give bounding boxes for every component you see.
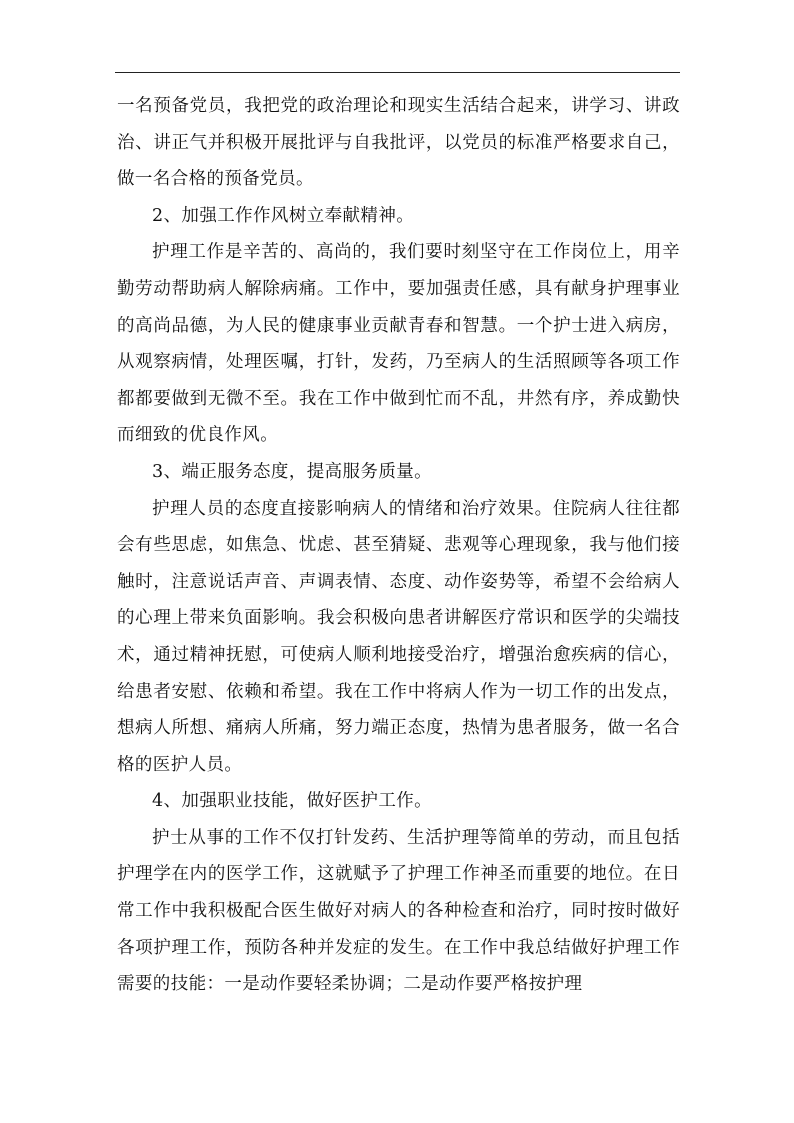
section-heading-3: 3、端正服务态度，提高服务质量。 — [152, 461, 433, 482]
section-heading-2: 2、加强工作作风树立奉献精神。 — [152, 205, 415, 226]
paragraph-continuation: 一名预备党员，我把党的政治理论和现实生活结合起来，讲学习、讲政治、讲正气并积极开展批评与自我批评，以党员的标准严格要求自己，做一名合格的预备党员。 — [117, 96, 680, 190]
section-heading-4: 4、加强职业技能，做好医护工作。 — [152, 791, 433, 812]
paragraph-work-style: 护理工作是辛苦的、高尚的，我们要时刻坚守在工作岗位上，用辛勤劳动帮助病人解除病痛。工作中，要加强责任感，具有献身护理事业的高尚品德，为人民的健康事业贡献青春和智慧。一个护士进入病房，从观察病情，处理医嘱，打针，发药，乃至病人的生活照顾等各项工作都都要做到无微不至。我在工作中做到忙而不乱，井然有序，养成勤快而细致的优良作风。 — [117, 242, 680, 446]
header-rule — [115, 72, 680, 73]
document-body — [117, 88, 680, 1003]
paragraph-professional-skills: 护士从事的工作不仅打针发药、生活护理等简单的劳动，而且包括护理学在内的医学工作，这就赋予了护理工作神圣而重要的地位。在日常工作中我积极配合医生做好对病人的各种检查和治疗，同时按时做好各项护理工作，预防各种并发症的发生。在工作中我总结做好护理工作需要的技能：一是动作要轻柔协调；二是动作要严格按护理 — [117, 827, 680, 995]
paragraph-service-attitude: 护理人员的态度直接影响病人的情绪和治疗效果。住院病人往往都会有些思虑，如焦急、忧虑、甚至猜疑、悲观等心理现象，我与他们接触时，注意说话声音、声调表情、态度、动作姿势等，希望不会给病人的心理上带来负面影响。我会积极向患者讲解医疗常识和医学的尖端技术，通过精神抚慰，可使病人顺利地接受治疗，增强治愈疾病的信心，给患者安慰、依赖和希望。我在工作中将病人作为一切工作的出发点，想病人所想、痛病人所痛，努力端正态度，热情为患者服务，做一名合格的医护人员。 — [117, 498, 680, 775]
